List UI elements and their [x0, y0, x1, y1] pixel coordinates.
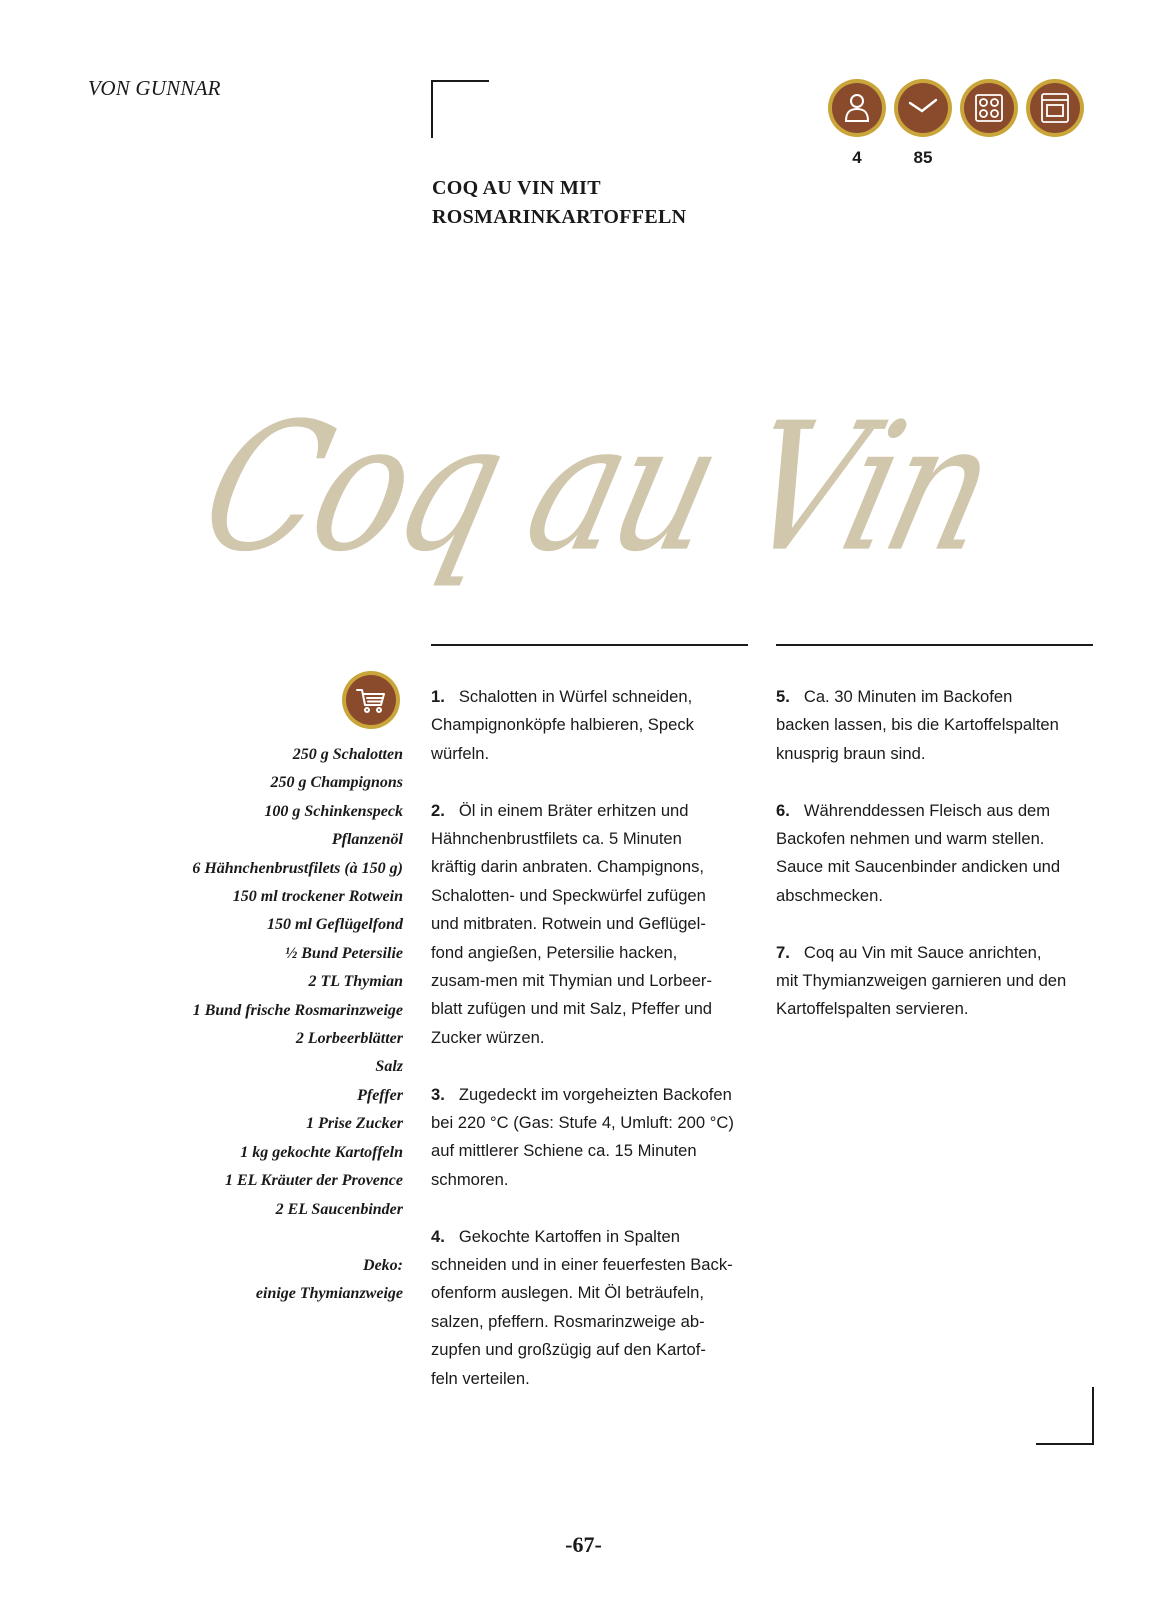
step-number: 1. — [431, 687, 445, 706]
ingredient-item: 150 ml trockener Rotwein — [232, 888, 403, 906]
step-number: 5. — [776, 687, 790, 706]
recipe-step — [776, 939, 1106, 1024]
ingredient-list — [192, 741, 403, 1309]
recipe-title-line-2: ROSMARINKARTOFFELN — [432, 206, 687, 228]
recipe-title-line-1: COQ AU VIN MIT — [432, 177, 601, 199]
ingredient-item: Salz — [375, 1058, 403, 1076]
step-number: 7. — [776, 942, 790, 962]
step-text: Zugedeckt im vorgeheizten Backofen bei 220 °C (Gas: Stufe 4, Umluft: 200 °C) auf mittlerer Schiene ca. 15 Minuten schmoren. — [431, 1084, 734, 1189]
ingredient-item: 250 g Schalotten — [292, 746, 403, 763]
deko-label: Deko: — [363, 1256, 403, 1274]
ingredient-item: 250 g Champignons — [270, 774, 403, 792]
step-text: Coq au Vin mit Sauce anrichten, mit Thymianzweigen garnieren und den Kartoffelspalten servieren. — [776, 942, 1067, 1019]
step-text: Öl in einem Bräter erhitzen und Hähnchenbrustfilets ca. 5 Minuten kräftig darin anbraten. Champignons, Schalotten- und Speckwürfel zufügen und mitbraten. Rotwein und Geflügel- fond angießen, Petersilie hacken, zusam-men mit Thymian und Lorbeer- blatt zufügen und mit Salz, Pfeffer und Zucker würzen. — [431, 800, 713, 1047]
step-number: 3. — [431, 1084, 445, 1104]
shopping-cart-icon — [342, 671, 400, 729]
ingredient-item: 2 TL Thymian — [308, 973, 403, 991]
recipe-step — [431, 1223, 761, 1393]
ingredient-item: ½ Bund Petersilie — [285, 944, 403, 962]
corner-mark-bottom-right — [1036, 1387, 1094, 1445]
author-label: VON GUNNAR — [88, 76, 221, 100]
step-text: Gekochte Kartoffen in Spalten schneiden und in einer feuerfesten Back- ofenform auslegen. Mit Öl beträufeln, salzen, pfeffern. Rosmarinzweige ab- zupfen und großzügig auf den Kartof- feln verteilen. — [431, 1226, 733, 1388]
time-value: 85 — [913, 148, 933, 167]
steps-column-2 — [776, 683, 1106, 1052]
ingredient-item: 100 g Schinkenspeck — [264, 802, 403, 820]
step-text: Ca. 30 Minuten im Backofen backen lassen, bis die Kartoffelspalten knusprig braun sind. — [776, 687, 1059, 763]
ingredient-item: 2 EL Saucenbinder — [275, 1200, 403, 1218]
step-text: Währenddessen Fleisch aus dem Backofen nehmen und warm stellen. Sauce mit Saucenbinder andicken und abschmecken. — [776, 800, 1061, 905]
ingredient-item: 150 ml Geflügelfond — [267, 916, 403, 934]
person-icon — [828, 79, 886, 137]
oven-icon — [1026, 79, 1084, 137]
recipe-step — [431, 1081, 761, 1195]
step-number: 2. — [431, 800, 445, 820]
page-number: -67- — [565, 1532, 602, 1557]
recipe-step — [431, 683, 761, 768]
ingredient-spacer — [192, 1224, 403, 1252]
ingredient-item: 1 EL Kräuter der Provence — [224, 1172, 403, 1190]
recipe-step — [776, 683, 1106, 768]
ingredient-item: Pfeffer — [357, 1086, 403, 1104]
step-number: 6. — [776, 800, 790, 820]
ingredient-item: 1 Bund frische Rosmarinzweige — [192, 1001, 403, 1019]
stovetop-icon — [960, 79, 1018, 137]
decorative-script-title: Coq au Vin — [184, 385, 1009, 592]
recipe-step — [431, 797, 761, 1053]
recipe-title — [432, 174, 752, 232]
column-rule-2 — [776, 644, 1093, 646]
steps-column-1 — [431, 683, 761, 1422]
clock-icon — [894, 79, 952, 137]
ingredient-item: 1 Prise Zucker — [306, 1115, 403, 1133]
corner-mark-top-left — [431, 80, 489, 138]
column-rule-1 — [431, 644, 748, 646]
ingredient-item: Pflanzenöl — [331, 831, 403, 849]
recipe-info-icons — [828, 79, 1084, 137]
ingredients-section-icon — [342, 671, 400, 729]
ingredient-item: 6 Hähnchenbrustfilets (à 150 g) — [192, 859, 403, 877]
ingredient-item: 1 kg gekochte Kartoffeln — [240, 1143, 403, 1161]
step-number: 4. — [431, 1226, 445, 1246]
recipe-step — [776, 797, 1106, 911]
deko-item: einige Thymianzweige — [255, 1285, 403, 1303]
servings-value: 4 — [852, 148, 862, 167]
ingredient-item: 2 Lorbeerblätter — [295, 1030, 403, 1048]
step-text: Schalotten in Würfel schneiden, Champignonköpfe halbieren, Speck würfeln. — [431, 687, 694, 763]
